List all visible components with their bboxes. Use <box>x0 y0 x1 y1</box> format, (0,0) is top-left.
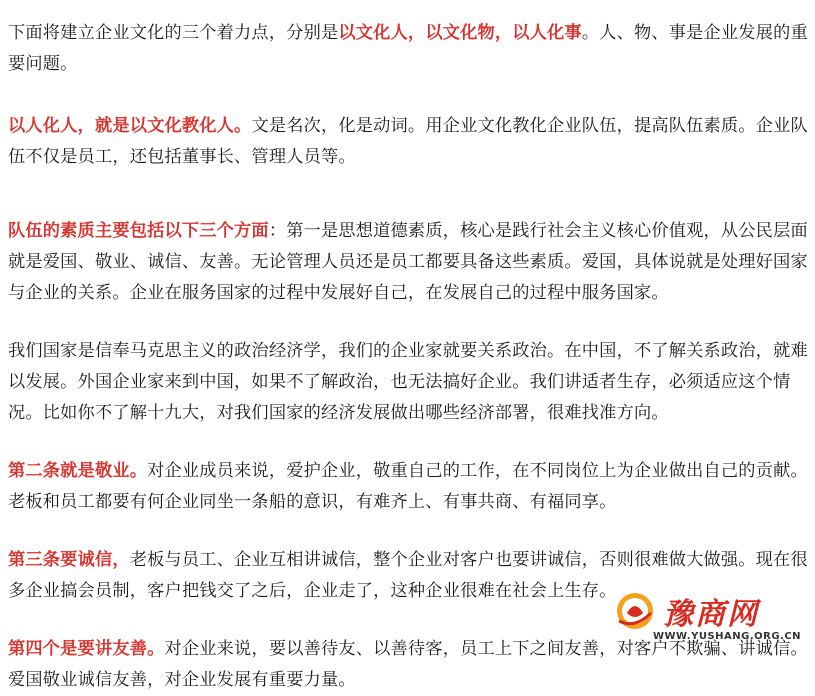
paragraph-team-quality <box>8 216 808 309</box>
paragraph-text: ：第一是思想道德素质，核心是践行社会主义核心价值观，从公民层面就是爱国、敬业、诚信、友善。无论管理人员还是员工都要具备这些素质。爱国，具体说就是处理好国家与企业的关系。企业在服务国家的过程中发展好自己，在发展自己的过程中服务国家。 <box>8 221 808 303</box>
highlight-text: 第三条要诚信， <box>8 550 130 570</box>
paragraph-intro <box>8 18 808 80</box>
paragraph-text: 对企业来说，要以善待友、以善待客，员工上下之间友善，对客户不欺骗、讲诚信。爱国敬业诚信友善，对企业发展有重要力量。 <box>8 639 808 690</box>
paragraph-politics <box>8 336 808 429</box>
highlight-text: 第二条就是敬业。 <box>8 461 148 481</box>
brand-url: WWW.YUSHANG.ORG.CN <box>653 631 802 642</box>
paragraph-text: 文是名次，化是动词。用企业文化教化企业队伍，提高队伍素质。企业队伍不仅是员工，还包括董事长、管理人员等。 <box>8 116 808 167</box>
paragraph-culture-people <box>8 111 808 173</box>
highlight-text: 以文化人，以文化物，以人化事 <box>338 23 582 43</box>
highlight-text: 队伍的素质主要包括以下三个方面 <box>8 221 269 241</box>
brand-emblem-icon <box>615 591 655 631</box>
highlight-text: 第四个是要讲友善。 <box>8 639 165 659</box>
site-watermark <box>605 587 805 651</box>
paragraph-text: 下面将建立企业文化的三个着力点，分别是 <box>8 23 339 43</box>
paragraph-text: 对企业成员来说，爱护企业，敬重自己的工作，在不同岗位上为企业做出自己的贡献。老板和员工都要有何企业同坐一条船的意识，有难齐上、有事共商、有福同享。 <box>8 461 808 512</box>
paragraph-text: 。人、物、事是企业发展的重要问题。 <box>8 23 808 74</box>
paragraph-dedication <box>8 456 808 518</box>
brand-name: 豫商网 <box>663 597 759 632</box>
highlight-text: 以人化人，就是以文化教化人。 <box>8 116 252 136</box>
paragraph-text: 我们国家是信奉马克思主义的政治经济学，我们的企业家就要关系政治。在中国，不了解关系政治，就难以发展。外国企业家来到中国，如果不了解政治，也无法搞好企业。我们讲适者生存，必须适应这个情况。比如你不了解十九大，对我们国家的经济发展做出哪些经济部署，很难找准方向。 <box>8 341 808 423</box>
paragraph-text: 老板与员工、企业互相讲诚信，整个企业对客户也要讲诚信，否则很难做大做强。现在很多企业搞会员制，客户把钱交了之后，企业走了，这种企业很难在社会上生存。 <box>8 550 808 601</box>
